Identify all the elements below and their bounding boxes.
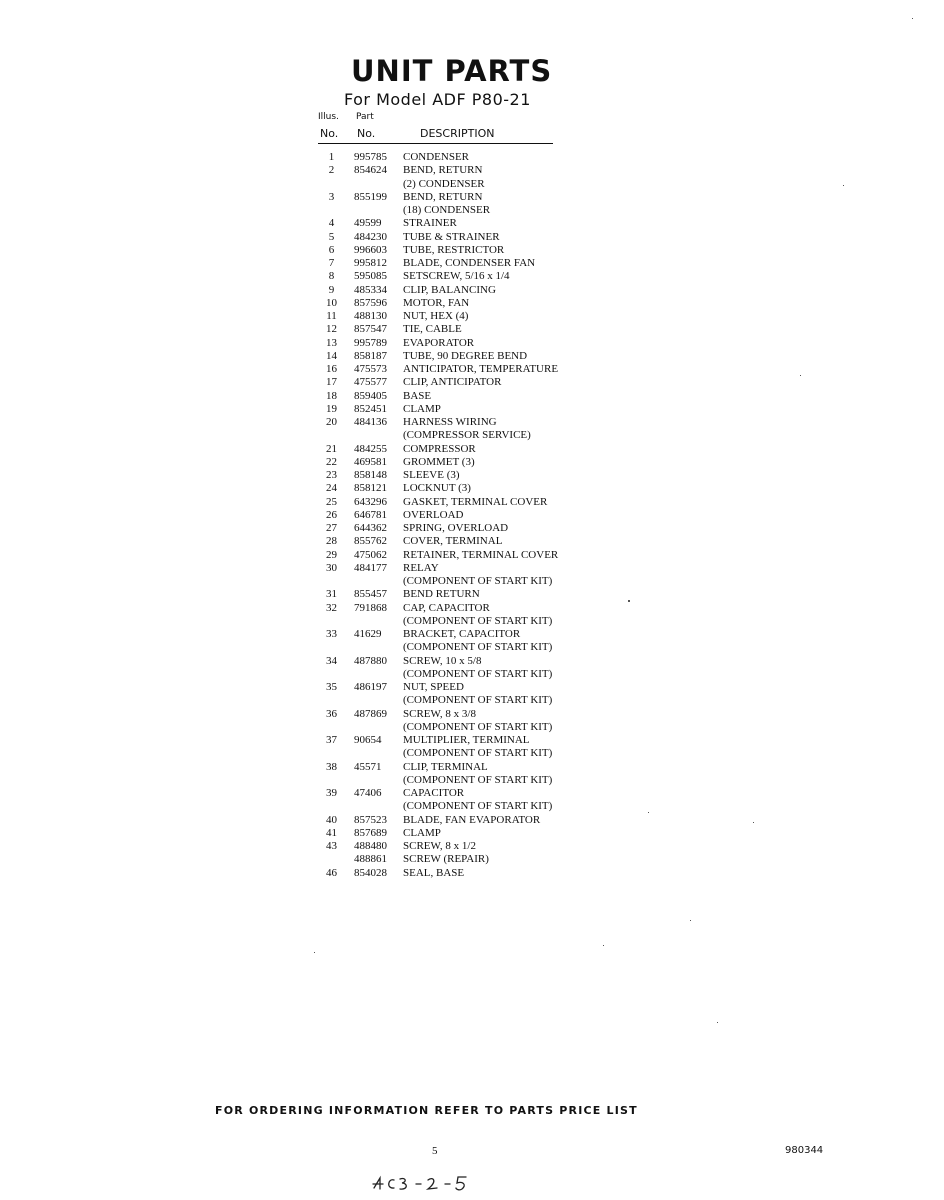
part-description: (18) CONDENSER — [403, 204, 491, 216]
illus-number: 2 — [328, 164, 335, 177]
part-description: CAP, CAPACITOR — [403, 601, 490, 614]
illus-number — [318, 615, 345, 628]
illus-number: 18 — [326, 389, 337, 402]
parts-row — [318, 575, 558, 588]
part-description: (COMPONENT OF START KIT) — [403, 720, 553, 733]
part-number — [345, 615, 403, 628]
part-description: BLADE, FAN EVAPORATOR — [403, 813, 541, 826]
parts-row — [318, 270, 558, 283]
part-description: CLAMP — [403, 402, 441, 415]
part-number: 852451 — [354, 402, 387, 415]
part-number: 857547 — [354, 323, 387, 336]
illus-number: 43 — [326, 840, 337, 852]
parts-row — [318, 164, 558, 177]
part-description: EVAPORATOR — [403, 336, 475, 349]
part-description: CLIP, BALANCING — [403, 283, 496, 296]
parts-row — [318, 204, 558, 217]
part-number: 858187 — [354, 349, 387, 362]
illus-number: 17 — [326, 376, 337, 389]
parts-row — [318, 721, 558, 734]
illus-number: 24 — [326, 482, 337, 495]
part-description: (COMPRESSOR SERVICE) — [403, 429, 531, 442]
illus-number: 11 — [326, 310, 337, 322]
part-number: 644362 — [354, 522, 387, 534]
part-description: NUT, SPEED — [403, 681, 464, 693]
part-number: 595085 — [354, 270, 387, 283]
illus-number — [318, 641, 345, 654]
parts-row — [318, 774, 558, 787]
part-number — [345, 774, 403, 787]
part-description: BEND, RETURN — [403, 190, 483, 203]
scan-speck — [648, 812, 649, 813]
illus-number: 36 — [326, 707, 337, 720]
parts-row — [318, 800, 558, 813]
part-number: 858148 — [354, 469, 387, 481]
illus-number: 14 — [326, 349, 337, 362]
part-description: HARNESS WIRING — [403, 416, 497, 428]
part-number: 855762 — [354, 535, 387, 548]
parts-row — [318, 747, 558, 760]
illus-number: 23 — [326, 469, 337, 481]
part-number: 487869 — [354, 707, 387, 720]
part-description: CLIP, ANTICIPATOR — [403, 376, 502, 389]
parts-row — [318, 231, 558, 244]
part-number: 484230 — [354, 230, 387, 243]
part-description: BRACKET, CAPACITOR — [403, 628, 521, 640]
part-number: 646781 — [354, 508, 387, 521]
illus-number: 37 — [326, 734, 337, 746]
illus-number: 22 — [326, 455, 337, 468]
part-description: (COMPONENT OF START KIT) — [403, 667, 553, 680]
part-description: (2) CONDENSER — [403, 177, 485, 190]
part-description: TUBE, 90 DEGREE BEND — [403, 349, 528, 362]
part-number: 484255 — [354, 442, 387, 455]
illus-number: 28 — [326, 535, 337, 548]
part-description: GASKET, TERMINAL COVER — [403, 495, 548, 508]
part-number: 49599 — [354, 217, 382, 230]
illus-number: 40 — [326, 813, 337, 826]
scan-speck — [843, 185, 844, 186]
illus-number: 1 — [328, 151, 335, 163]
illus-number: 25 — [326, 495, 337, 508]
part-number: 45571 — [354, 760, 382, 773]
parts-row — [318, 443, 558, 456]
part-description: (COMPONENT OF START KIT) — [403, 800, 553, 813]
part-description: SCREW, 10 x 5/8 — [403, 654, 482, 667]
part-number: 996603 — [354, 243, 387, 256]
parts-row — [318, 297, 558, 310]
page-title: UNIT PARTS — [351, 54, 553, 88]
part-number — [345, 204, 403, 217]
illus-number: 46 — [326, 866, 337, 879]
part-number: 855457 — [354, 588, 387, 601]
parts-row — [318, 178, 558, 191]
part-description: BLADE, CONDENSER FAN — [403, 257, 536, 269]
part-number: 995812 — [354, 257, 387, 269]
illus-number: 33 — [326, 628, 337, 640]
illus-number: 20 — [326, 416, 337, 428]
handwritten-note — [370, 1172, 480, 1194]
illus-number: 30 — [326, 561, 337, 574]
part-description: GROMMET (3) — [403, 455, 475, 468]
parts-row — [318, 787, 558, 800]
parts-row — [318, 482, 558, 495]
part-number: 995785 — [354, 151, 387, 163]
part-description: MULTIPLIER, TERMINAL — [403, 734, 530, 746]
part-description: STRAINER — [403, 217, 457, 230]
parts-row — [318, 416, 558, 429]
header-rule — [318, 143, 553, 144]
illus-number — [318, 178, 345, 191]
part-description: MOTOR, FAN — [403, 296, 470, 309]
part-description: TUBE & STRAINER — [403, 230, 500, 243]
parts-row — [318, 363, 558, 376]
part-description: TIE, CABLE — [403, 323, 462, 336]
parts-row — [318, 562, 558, 575]
part-description: SCREW (REPAIR) — [403, 853, 489, 866]
parts-row — [318, 390, 558, 403]
parts-row — [318, 323, 558, 336]
parts-row — [318, 668, 558, 681]
parts-row — [318, 310, 558, 323]
illus-number: 3 — [328, 190, 335, 203]
parts-row — [318, 376, 558, 389]
illus-number: 35 — [326, 681, 337, 693]
illus-number: 38 — [326, 760, 337, 773]
part-description: (COMPONENT OF START KIT) — [403, 641, 553, 654]
part-description: OVERLOAD — [403, 508, 464, 521]
document-number: 980344 — [785, 1145, 824, 1156]
part-number — [345, 575, 403, 588]
scan-speck — [912, 18, 913, 19]
part-description: (COMPONENT OF START KIT) — [403, 575, 553, 587]
parts-row — [318, 535, 558, 548]
parts-row — [318, 615, 558, 628]
illus-number: 4 — [328, 217, 335, 230]
illus-number — [318, 853, 345, 866]
illus-number — [318, 747, 345, 760]
scan-speck — [800, 375, 801, 376]
model-subtitle: For Model ADF P80-21 — [344, 90, 531, 109]
part-number: 469581 — [354, 455, 387, 468]
part-number: 41629 — [354, 628, 382, 640]
parts-row — [318, 456, 558, 469]
parts-row — [318, 337, 558, 350]
part-number — [345, 747, 403, 760]
part-description: SLEEVE (3) — [403, 469, 460, 481]
part-number: 488480 — [354, 840, 387, 852]
illus-number — [318, 694, 345, 707]
illus-number: 7 — [328, 257, 335, 269]
illus-number — [318, 721, 345, 734]
illus-number: 12 — [326, 323, 337, 336]
part-number: 995789 — [354, 336, 387, 349]
part-description: RETAINER, TERMINAL COVER — [403, 548, 559, 561]
part-number: 486197 — [354, 681, 387, 693]
part-no-header: No. — [357, 127, 376, 140]
part-description: NUT, HEX (4) — [403, 310, 469, 322]
illus-number: 9 — [328, 283, 335, 296]
illus-number: 31 — [326, 588, 337, 601]
parts-row — [318, 191, 558, 204]
part-description: SPRING, OVERLOAD — [403, 522, 509, 534]
illus-number — [318, 668, 345, 681]
illus-header-label: Illus. — [318, 112, 339, 122]
part-description: TUBE, RESTRICTOR — [403, 243, 505, 256]
part-description: (COMPONENT OF START KIT) — [403, 694, 553, 707]
part-number: 487880 — [354, 654, 387, 667]
illus-number: 21 — [326, 442, 337, 455]
parts-row — [318, 655, 558, 668]
part-number — [345, 641, 403, 654]
part-description: BEND RETURN — [403, 588, 480, 601]
part-description: COVER, TERMINAL — [403, 535, 503, 548]
illus-number — [318, 204, 345, 217]
parts-row — [318, 694, 558, 707]
illus-number: 16 — [326, 363, 337, 375]
part-number: 475062 — [354, 548, 387, 561]
parts-row — [318, 403, 558, 416]
part-description: SCREW, 8 x 1/2 — [403, 840, 476, 852]
parts-row — [318, 708, 558, 721]
illus-number: 5 — [328, 230, 335, 243]
part-number — [345, 800, 403, 813]
part-number: 791868 — [354, 601, 387, 614]
part-number: 488861 — [354, 853, 387, 866]
part-number: 475577 — [354, 376, 387, 389]
part-number: 859405 — [354, 389, 387, 402]
scan-speck — [717, 1022, 718, 1023]
parts-row — [318, 151, 558, 164]
illus-number — [318, 429, 345, 442]
part-number — [345, 694, 403, 707]
part-number: 485334 — [354, 283, 387, 296]
part-description: SCREW, 8 x 3/8 — [403, 707, 476, 720]
parts-row — [318, 814, 558, 827]
part-number — [345, 668, 403, 681]
illus-number: 29 — [326, 548, 337, 561]
parts-row — [318, 827, 558, 840]
illus-number: 34 — [326, 654, 337, 667]
parts-row — [318, 244, 558, 257]
part-number: 90654 — [354, 734, 382, 746]
illus-number: 39 — [326, 787, 337, 799]
illus-number — [318, 575, 345, 588]
part-description: CAPACITOR — [403, 787, 465, 799]
part-number — [345, 721, 403, 734]
part-number: 643296 — [354, 495, 387, 508]
page-number: 5 — [432, 1145, 438, 1157]
parts-row — [318, 641, 558, 654]
part-description: SETSCREW, 5/16 x 1/4 — [403, 270, 510, 283]
illus-no-header: No. — [320, 127, 339, 140]
description-header: DESCRIPTION — [420, 127, 495, 140]
part-number — [345, 429, 403, 442]
part-number: 857523 — [354, 813, 387, 826]
illus-number: 19 — [326, 402, 337, 415]
parts-row — [318, 522, 558, 535]
part-number — [345, 178, 403, 191]
ordering-footer: FOR ORDERING INFORMATION REFER TO PARTS PRICE LIST — [215, 1104, 638, 1117]
illus-number: 8 — [328, 270, 335, 283]
part-number: 475573 — [354, 363, 387, 375]
parts-row — [318, 681, 558, 694]
part-header-label: Part — [356, 112, 374, 122]
parts-row — [318, 853, 558, 866]
parts-row — [318, 284, 558, 297]
illus-number — [318, 800, 345, 813]
illus-number: 27 — [326, 522, 337, 534]
part-description: CONDENSER — [403, 151, 470, 163]
part-description: ANTICIPATOR, TEMPERATURE — [403, 363, 559, 375]
parts-row — [318, 840, 558, 853]
parts-row — [318, 602, 558, 615]
parts-row — [318, 429, 558, 442]
part-description: LOCKNUT (3) — [403, 482, 471, 495]
parts-row — [318, 588, 558, 601]
part-description: (COMPONENT OF START KIT) — [403, 747, 553, 760]
parts-row — [318, 217, 558, 230]
part-description: CLAMP — [403, 826, 441, 839]
part-description: SEAL, BASE — [403, 866, 465, 879]
part-number: 484136 — [354, 416, 387, 428]
parts-row — [318, 761, 558, 774]
part-number: 47406 — [354, 787, 382, 799]
part-description: (COMPONENT OF START KIT) — [403, 773, 553, 786]
part-description: BEND, RETURN — [403, 164, 483, 177]
parts-row — [318, 509, 558, 522]
parts-row — [318, 469, 558, 482]
parts-row — [318, 257, 558, 270]
part-number: 858121 — [354, 482, 387, 495]
illus-number: 32 — [326, 601, 337, 614]
parts-row — [318, 549, 558, 562]
part-number: 855199 — [354, 190, 387, 203]
part-description: BASE — [403, 389, 432, 402]
part-description: (COMPONENT OF START KIT) — [403, 614, 553, 627]
part-number: 854028 — [354, 866, 387, 879]
part-number: 857689 — [354, 826, 387, 839]
illus-number — [318, 774, 345, 787]
part-description: COMPRESSOR — [403, 442, 476, 455]
parts-row — [318, 350, 558, 363]
scan-speck — [628, 600, 630, 602]
parts-row — [318, 734, 558, 747]
parts-row — [318, 867, 558, 880]
parts-table — [318, 151, 558, 880]
part-number: 484177 — [354, 561, 387, 574]
part-number: 857596 — [354, 296, 387, 309]
part-number: 854624 — [354, 164, 387, 177]
parts-row — [318, 496, 558, 509]
part-number: 488130 — [354, 310, 387, 322]
part-description: CLIP, TERMINAL — [403, 760, 488, 773]
scan-speck — [603, 945, 604, 946]
illus-number: 41 — [326, 826, 337, 839]
illus-number: 10 — [326, 296, 337, 309]
parts-row — [318, 628, 558, 641]
scan-speck — [753, 822, 754, 823]
scan-speck — [314, 952, 315, 953]
scan-speck — [690, 920, 691, 921]
illus-number: 26 — [326, 508, 337, 521]
part-description: RELAY — [403, 561, 439, 574]
illus-number: 6 — [328, 243, 335, 256]
illus-number: 13 — [326, 336, 337, 349]
